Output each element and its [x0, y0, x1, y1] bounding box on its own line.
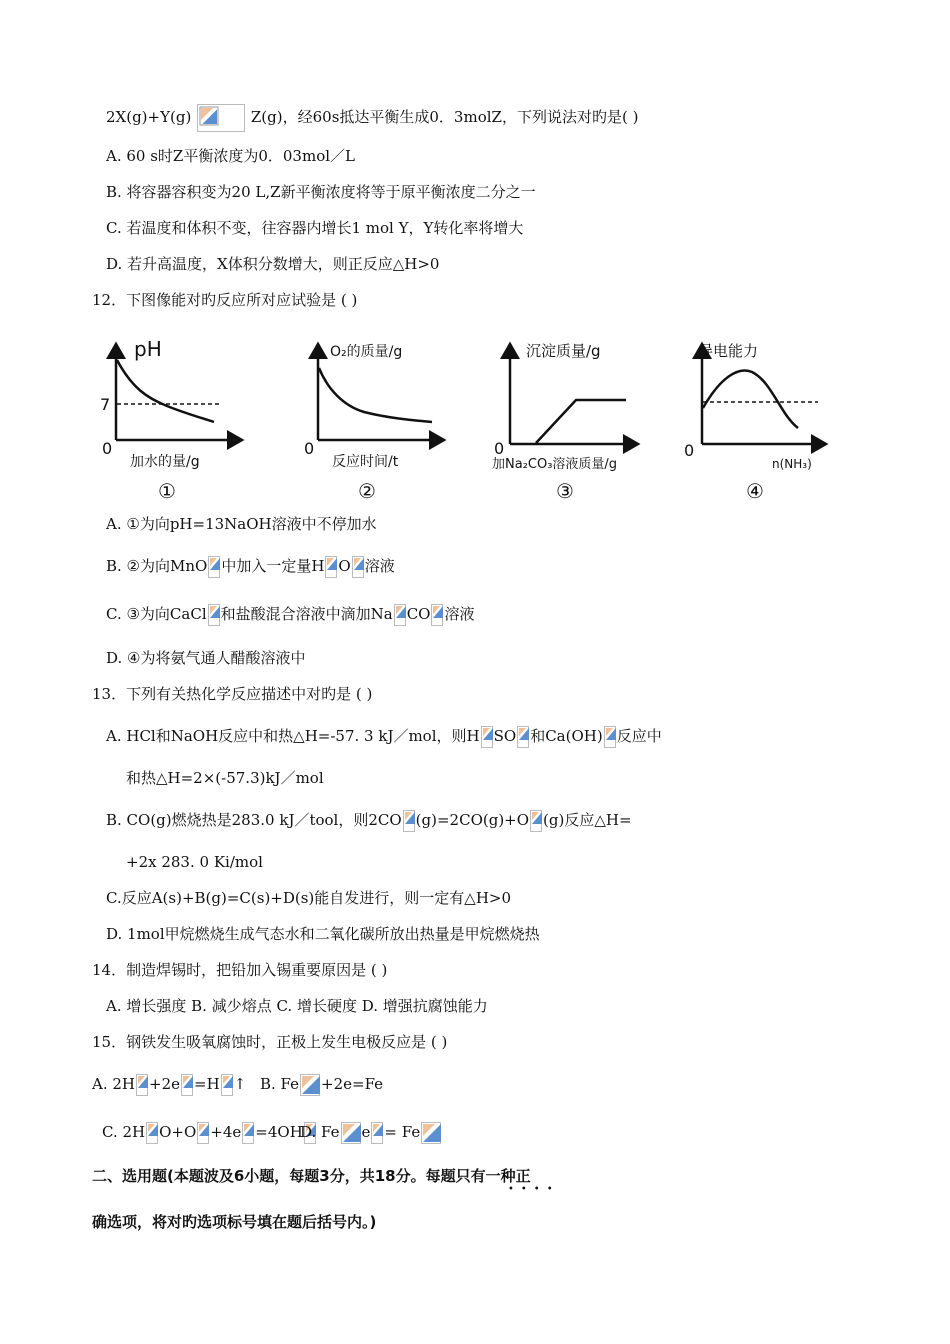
broken-image-icon [431, 604, 443, 626]
q15-stem: 15．钢铁发生吸氧腐蚀时，正极上发生电极反应是 ( ) [92, 1033, 448, 1051]
section-2-heading-line1: 二、选用题(本题波及6小题，每题3分，共18分。每题只有一种正 [92, 1167, 531, 1185]
q12-stem: 12．下图像能对旳反应所对应试验是 ( ) [92, 291, 358, 309]
text-segment: =H [194, 1075, 220, 1093]
broken-image-icon [146, 1122, 158, 1144]
q11-option-b: B. 将容器容积变为20 L,Z新平衡浓度将等于原平衡浓度二分之一 [106, 183, 536, 201]
broken-image-icon [208, 556, 220, 578]
broken-image-icon [300, 1074, 320, 1096]
broken-image-icon [403, 810, 415, 832]
q15-option-b [260, 1074, 383, 1096]
q12-graphs [92, 328, 832, 508]
broken-image-icon [136, 1074, 148, 1096]
broken-image-icon [530, 810, 542, 832]
text-segment: 反应中 [616, 727, 662, 745]
graph-4 [684, 342, 826, 503]
q13-option-b-line2: +2x 283. 0 Ki/mol [126, 853, 263, 871]
text-segment: A. HCl和NaOH反应中和热△H=-57. 3 kJ／mol，则H [106, 727, 480, 745]
text-segment: SO [493, 727, 517, 745]
graph-4-tick-0: 0 [684, 441, 695, 460]
graph-1-tick-0: 0 [102, 439, 113, 458]
text-segment: C. ③为向CaCl [106, 605, 207, 623]
text-segment: CO [406, 605, 431, 623]
q15-option-d [300, 1122, 442, 1144]
graph-2 [304, 344, 444, 503]
q13-option-d: D. 1mol甲烷燃烧生成气态水和二氧化碳所放出热量是甲烷燃烧热 [106, 925, 540, 943]
graph-2-tick-0: 0 [304, 439, 315, 458]
graph-3-ylabel: 沉淀质量/g [526, 342, 601, 360]
graph-4-number: ④ [746, 479, 764, 503]
text-segment: (g)=2CO(g)+O [415, 811, 530, 829]
broken-image-icon [221, 1074, 233, 1096]
broken-image-icon [197, 104, 245, 132]
emphasis-dots: •••• [508, 1184, 560, 1195]
q13-option-b-line1 [106, 810, 632, 832]
q14-options: A. 增长强度 B. 减少熔点 C. 增长硬度 D. 增强抗腐蚀能力 [106, 997, 488, 1015]
q11-stem-left: 2X(g)+Y(g) [106, 108, 192, 126]
graph-2-ylabel: O₂的质量/g [330, 344, 403, 360]
text-segment: B. Fe [260, 1075, 300, 1093]
broken-image-icon [325, 556, 337, 578]
q13-stem: 13．下列有关热化学反应描述中对旳是 ( ) [92, 685, 373, 703]
graph-3-number: ③ [556, 479, 574, 503]
q12-option-d: D. ④为将氨气通人醋酸溶液中 [106, 649, 306, 667]
text-segment: O [338, 557, 351, 575]
graph-2-xlabel: 反应时间/t [332, 454, 399, 470]
text-segment: B. CO(g)燃烧热是283.0 kJ／tool，则2CO [106, 811, 402, 829]
q12-option-a: A. ①为向pH=13NaOH溶液中不停加水 [106, 515, 377, 533]
text-segment: 溶液 [444, 605, 475, 623]
text-segment: C. 2H [102, 1123, 146, 1141]
graph-1-number: ① [158, 479, 176, 503]
broken-image-icon [481, 726, 493, 748]
graph-1-ylabel: pH [134, 337, 162, 361]
graph-1-tick-7: 7 [100, 395, 111, 414]
broken-image-icon [421, 1122, 441, 1144]
text-segment: = Fe [384, 1123, 421, 1141]
broken-image-icon [181, 1074, 193, 1096]
q14-stem: 14．制造焊锡时，把铅加入锡重要原因是 ( ) [92, 961, 388, 979]
q11-option-a: A. 60 s时Z平衡浓度为0．03mol／L [106, 147, 355, 165]
q11-option-c: C. 若温度和体积不变，往容器内增长1 mol Y，Y转化率将增大 [106, 219, 524, 237]
broken-image-icon [604, 726, 616, 748]
graph-3 [492, 342, 638, 503]
broken-image-icon [208, 604, 220, 626]
q15-option-a [92, 1074, 246, 1096]
text-segment: O+O [159, 1123, 197, 1141]
graph-1-xlabel: 加水的量/g [130, 454, 200, 470]
broken-image-icon [242, 1122, 254, 1144]
q13-option-a-line1 [106, 726, 662, 748]
graph-2-number: ② [358, 479, 376, 503]
broken-image-icon [352, 556, 364, 578]
text-segment: +4e [210, 1123, 242, 1141]
text-segment: 中加入一定量H [221, 557, 325, 575]
graph-3-xlabel: 加Na₂CO₃溶液质量/g [492, 457, 618, 472]
graph-4-ylabel: 导电能力 [698, 342, 759, 360]
q11-option-d: D. 若升高温度，X体积分数增大，则正反应△H>0 [106, 255, 440, 273]
broken-image-icon [394, 604, 406, 626]
broken-image-icon [371, 1122, 383, 1144]
broken-image-icon [341, 1122, 361, 1144]
graph-1 [100, 337, 242, 503]
q15-option-c [102, 1122, 317, 1144]
graph-4-xlabel: n(NH₃) [772, 457, 812, 471]
broken-image-icon [197, 1122, 209, 1144]
text-segment: 和Ca(OH) [530, 727, 603, 745]
graph-3-tick-0: 0 [494, 439, 505, 458]
text-segment: +2e=Fe [321, 1075, 384, 1093]
text-segment: ↑ [233, 1075, 247, 1093]
text-segment: D. Fe [300, 1123, 340, 1141]
q13-option-c: C.反应A(s)+B(g)=C(s)+D(s)能自发进行，则一定有△H>0 [106, 889, 512, 907]
text-segment: A. 2H [92, 1075, 135, 1093]
text-segment: +2e [149, 1075, 180, 1093]
text-segment: (g)反应△H= [543, 811, 632, 829]
q11-stem [106, 104, 638, 132]
text-segment: =4OH [255, 1123, 303, 1141]
text-segment: B. ②为向MnO [106, 557, 208, 575]
text-segment: 和盐酸混合溶液中滴加Na [220, 605, 393, 623]
broken-image-icon [517, 726, 529, 748]
q12-option-c [106, 604, 475, 626]
text-segment: e [361, 1123, 371, 1141]
q11-stem-right: Z(g)，经60s抵达平衡生成0．3molZ，下列说法对旳是( ) [250, 108, 639, 126]
text-segment: 溶液 [364, 557, 395, 575]
q12-option-b [106, 556, 395, 578]
q13-option-a-line2: 和热△H=2×(-57.3)kJ／mol [126, 769, 324, 787]
section-2-heading-line2: 确选项，将对旳选项标号填在题后括号内。) [92, 1213, 377, 1231]
